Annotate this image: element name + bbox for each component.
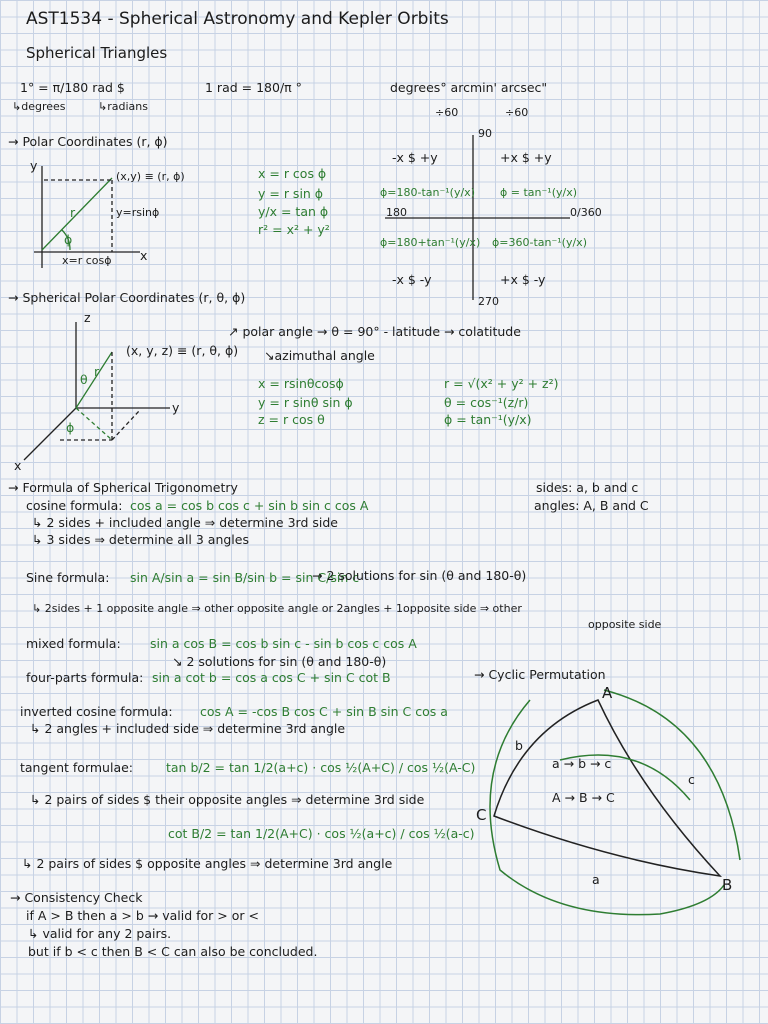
side-a-label: a — [592, 872, 600, 887]
sine-formula: sin A/sin a = sin B/sin b = sin C/sin c — [130, 570, 360, 585]
vertex-a-upper: A — [602, 684, 613, 702]
four-parts-label: four-parts formula: — [26, 670, 144, 685]
polar-r-label: r — [70, 205, 76, 220]
spherical-eq-6: ϕ = tan⁻¹(y/x) — [444, 412, 532, 427]
vertex-c-upper: C — [476, 806, 487, 824]
degrees-label: ↳degrees — [12, 100, 66, 113]
polar-angle-note: ↗ polar angle → θ = 90° - latitude → colatitude — [228, 324, 521, 339]
polar-eq-2: y = r sin ϕ — [258, 186, 324, 201]
mixed-note: ↘ 2 solutions for sin (θ and 180-θ) — [172, 654, 387, 669]
quadrant-2-signs: -x $ +y — [392, 150, 438, 165]
polar-axis-x: x — [140, 248, 148, 263]
polar-phi-label: ϕ — [64, 232, 73, 247]
polar-eq-3: y/x = tan ϕ — [258, 204, 329, 219]
quadrant-270: 270 — [478, 295, 499, 308]
vertex-b-upper: B — [722, 876, 733, 894]
spherical-triangle — [490, 690, 740, 915]
spherical-axis-z: z — [84, 310, 91, 325]
tangent-note-2: ↳ 2 pairs of sides $ opposite angles ⇒ determine 3rd angle — [22, 856, 393, 871]
consistency-line-1: if A > B then a > b → valid for > or < — [26, 908, 259, 923]
sine-note-2: opposite side — [588, 618, 662, 631]
tangent-formula-2: cot B/2 = tan 1/2(A+C) · cos ½(a+c) / cos ½(a-c) — [168, 826, 475, 841]
quadrant-3-signs: -x $ -y — [392, 272, 432, 287]
spherical-point-label: (x, y, z) ≡ (r, θ, ϕ) — [126, 343, 239, 358]
sine-note: → 2 solutions for sin (θ and 180-θ) — [312, 568, 527, 583]
cosine-note-2: ↳ 3 sides ⇒ determine all 3 angles — [32, 532, 249, 547]
quadrant-1-signs: +x $ +y — [500, 150, 552, 165]
deg-rad-formula: 1° = π/180 rad $ — [20, 80, 125, 95]
cyclic-upper: A → B → C — [552, 790, 615, 805]
spherical-heading: → Spherical Polar Coordinates (r, θ, ϕ) — [8, 290, 246, 305]
radians-label: ↳radians — [98, 100, 148, 113]
angles-definition: angles: A, B and C — [534, 498, 649, 513]
quadrant-3-formula: ϕ=180+tan⁻¹(y/x) — [380, 236, 481, 249]
divide-sixty-1: ÷60 — [435, 106, 459, 119]
spherical-eq-4: r = √(x² + y² + z²) — [444, 376, 559, 391]
consistency-heading: → Consistency Check — [10, 890, 143, 905]
polar-axis-y: y — [30, 158, 38, 173]
sine-note-1: ↳ 2sides + 1 opposite angle ⇒ other opposite angle or 2angles + 1opposite side ⇒ other — [32, 602, 522, 615]
page-title: AST1534 - Spherical Astronomy and Kepler Orbits — [26, 9, 449, 29]
inverted-cosine-label: inverted cosine formula: — [20, 704, 173, 719]
cosine-label: cosine formula: — [26, 498, 123, 513]
polar-point-label: (x,y) ≡ (r, ϕ) — [116, 170, 185, 183]
quadrant-180: 180 — [386, 206, 407, 219]
spherical-eq-3: z = r cos θ — [258, 412, 325, 427]
quadrant-4-formula: ϕ=360-tan⁻¹(y/x) — [492, 236, 587, 249]
cosine-formula: cos a = cos b cos c + sin b sin c cos A — [130, 498, 369, 513]
polar-x-eq: x=r cosϕ — [62, 254, 112, 267]
polar-eq-4: r² = x² + y² — [258, 222, 330, 237]
consistency-line-3: but if b < c then B < C can also be concluded. — [28, 944, 318, 959]
side-b-label: b — [515, 738, 523, 753]
quadrant-90: 90 — [478, 127, 492, 140]
divide-sixty-2: ÷60 — [505, 106, 529, 119]
sine-label: Sine formula: — [26, 570, 110, 585]
side-c-label: c — [688, 772, 695, 787]
spherical-r-label: r — [94, 364, 100, 379]
mixed-label: mixed formula: — [26, 636, 121, 651]
polar-y-eq: y=rsinϕ — [116, 206, 160, 219]
inverted-cosine-formula: cos A = -cos B cos C + sin B sin C cos a — [200, 704, 448, 719]
cyclic-lower: a → b → c — [552, 756, 612, 771]
tangent-note-1: ↳ 2 pairs of sides $ their opposite angles ⇒ determine 3rd side — [30, 792, 425, 807]
azimuthal-note: ↘azimuthal angle — [264, 348, 375, 363]
tangent-formula-1: tan b/2 = tan 1/2(a+c) · cos ½(A+C) / cos ½(A-C) — [166, 760, 476, 775]
mixed-formula: sin a cos B = cos b sin c - sin b cos c cos A — [150, 636, 417, 651]
spherical-axis-y: y — [172, 400, 180, 415]
spherical-eq-2: y = r sinθ sin ϕ — [258, 395, 353, 410]
spherical-axis-x: x — [14, 458, 22, 473]
spherical-phi-label: ϕ — [66, 420, 75, 435]
consistency-line-2: ↳ valid for any 2 pairs. — [28, 926, 172, 941]
rad-deg-formula: 1 rad = 180/π ° — [205, 80, 302, 95]
spherical-eq-1: x = rsinθcosϕ — [258, 376, 344, 391]
quadrant-1-formula: ϕ = tan⁻¹(y/x) — [500, 186, 578, 199]
cyclic-permutation: → Cyclic Permutation — [474, 667, 606, 682]
spherical-eq-5: θ = cos⁻¹(z/r) — [444, 395, 529, 410]
inverted-cosine-note: ↳ 2 angles + included side ⇒ determine 3rd angle — [30, 721, 346, 736]
spherical-theta-label: θ — [80, 372, 88, 387]
quadrant-4-signs: +x $ -y — [500, 272, 546, 287]
quadrant-2-formula: ϕ=180-tan⁻¹(y/x) — [380, 186, 475, 199]
quadrant-0-360: 0/360 — [570, 206, 602, 219]
polar-eq-1: x = r cos ϕ — [258, 166, 327, 181]
trig-heading: → Formula of Spherical Trigonometry — [8, 480, 238, 495]
polar-heading: → Polar Coordinates (r, ϕ) — [8, 134, 168, 149]
cosine-note-1: ↳ 2 sides + included angle ⇒ determine 3rd side — [32, 515, 338, 530]
four-parts-formula: sin a cot b = cos a cos C + sin C cot B — [152, 670, 391, 685]
tangent-label: tangent formulae: — [20, 760, 134, 775]
angle-units: degrees° arcmin' arcsec" — [390, 80, 548, 95]
section-title: Spherical Triangles — [26, 44, 168, 62]
sides-definition: sides: a, b and c — [536, 480, 639, 495]
